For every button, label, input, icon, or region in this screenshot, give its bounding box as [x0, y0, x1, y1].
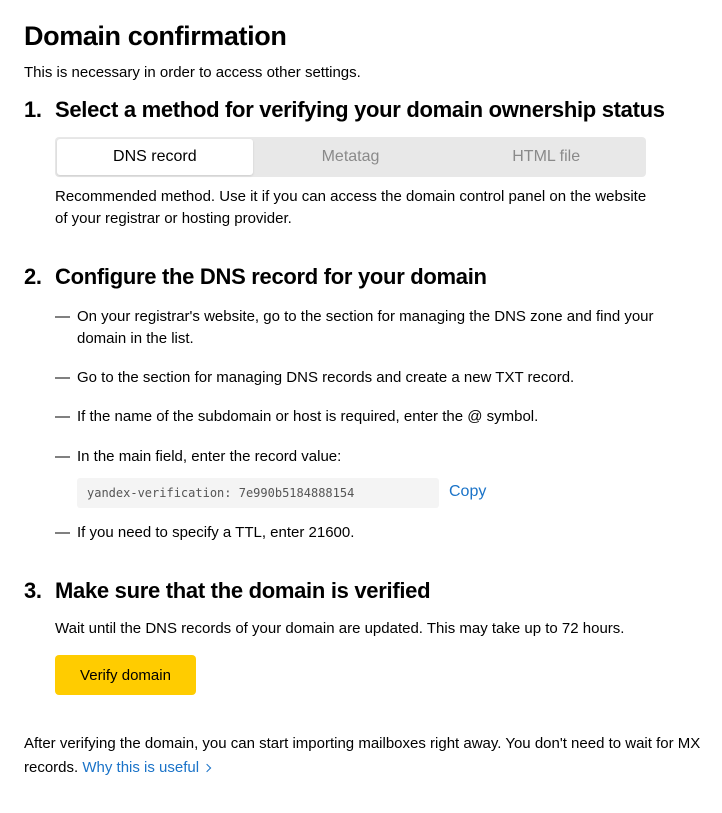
step-1-heading: [24, 97, 665, 123]
dash-marker: —: [55, 524, 70, 541]
footer-text: [24, 732, 714, 780]
dash-marker: —: [55, 448, 70, 465]
dash-marker: —: [55, 408, 70, 425]
wait-text: Wait until the DNS records of your domain are updated. This may take up to 72 hours.: [55, 620, 625, 637]
step-2-heading: [24, 264, 487, 290]
step-title: Configure the DNS record for your domain: [55, 264, 487, 289]
instruction-text: In the main field, enter the record value:: [77, 448, 342, 465]
method-tabs: [55, 137, 646, 177]
verify-domain-button[interactable]: Verify domain: [55, 655, 196, 695]
step-number: 2.: [24, 264, 42, 289]
instruction-text: If you need to specify a TTL, enter 21600.: [77, 524, 355, 541]
footer-message: After verifying the domain, you can start importing mailboxes right away. You don't need to wait for MX records.: [24, 735, 701, 776]
page-subtitle: This is necessary in order to access other settings.: [24, 64, 361, 81]
step-title: Make sure that the domain is verified: [55, 578, 431, 603]
tab-html-file[interactable]: HTML file: [512, 148, 581, 165]
tab-metatag[interactable]: Metatag: [321, 148, 380, 165]
tab-dns-record[interactable]: DNS record: [57, 139, 253, 175]
copy-button[interactable]: Copy: [449, 483, 487, 500]
link-label: Why this is useful: [82, 759, 200, 776]
instruction-item: [55, 367, 692, 389]
step-3-heading: [24, 578, 430, 604]
step-number: 1.: [24, 97, 42, 122]
instruction-text: If the name of the subdomain or host is required, enter the @ symbol.: [77, 408, 539, 425]
dash-marker: —: [55, 308, 70, 325]
instruction-text: Go to the section for managing DNS records and create a new TXT record.: [77, 369, 575, 386]
dash-marker: —: [55, 369, 70, 386]
step-title: Select a method for verifying your domain ownership status: [55, 97, 665, 122]
instruction-item: [55, 522, 692, 544]
why-useful-link[interactable]: [82, 759, 210, 776]
instruction-text: On your registrar's website, go to the section for managing the DNS zone and find your domain in the list.: [77, 308, 654, 347]
instruction-item: [55, 306, 692, 350]
chevron-right-icon: [203, 764, 211, 772]
method-description: Recommended method. Use it if you can access the domain control panel on the website of your registrar or hosting provider.: [55, 188, 647, 227]
instruction-item: [55, 446, 692, 468]
record-value-field[interactable]: yandex-verification: 7e990b5184888154: [77, 478, 439, 508]
step-number: 3.: [24, 578, 42, 603]
instruction-item: [55, 406, 692, 428]
page-title: Domain confirmation: [24, 21, 287, 51]
